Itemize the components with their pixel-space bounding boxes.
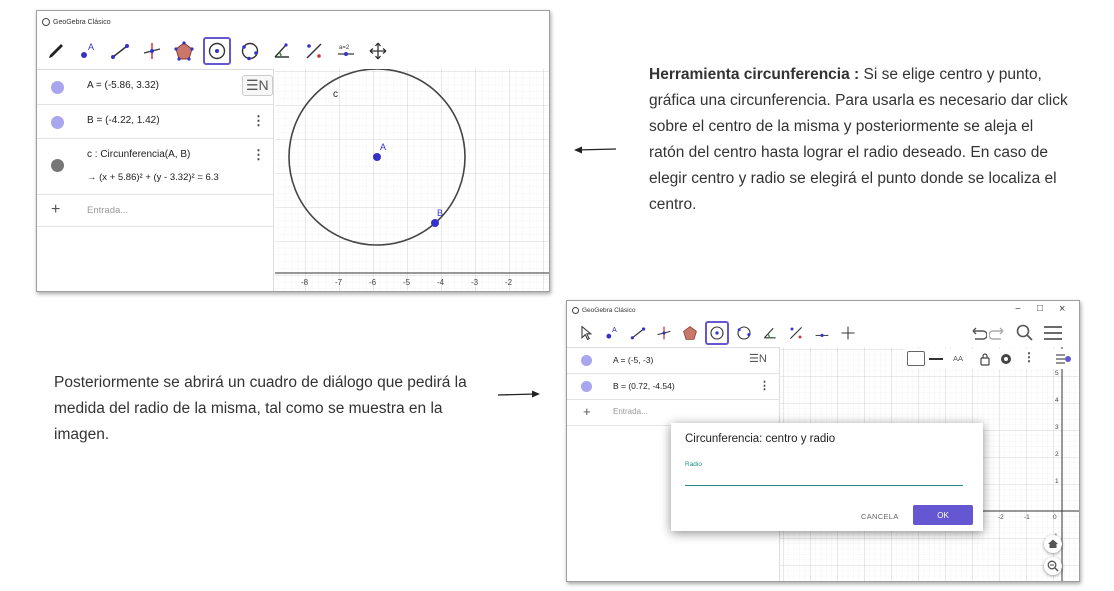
algebra-text-b: B = (-4.22, 1.42) [87,115,160,126]
maximize-button[interactable]: □ [1037,303,1044,314]
visibility-toggle-a[interactable] [581,355,592,366]
undo-icon[interactable] [969,325,987,341]
pointer-arrow-right [496,389,542,401]
polygon-tool[interactable] [171,38,197,64]
algebra-text-b: B = (0.72, -4.54) [613,381,675,391]
x-tick-label: -8 [301,278,309,287]
style-bar [905,349,1079,369]
algebra-text-a: A = (-5.86, 3.32) [87,80,159,91]
algebra-row-b[interactable] [37,105,273,139]
cursor-arrow-icon [578,325,594,341]
move-arrows-icon [368,41,388,61]
radius-input[interactable] [685,471,963,486]
ok-button[interactable]: OK [913,505,973,525]
description-dialog [54,370,494,448]
circle-center-radius-tool[interactable] [705,321,729,345]
graphics-view[interactable] [275,69,549,291]
algebra-row-a[interactable] [567,348,779,374]
segment-icon [630,325,646,341]
polygon-tool[interactable] [679,322,701,344]
slider-tool[interactable] [333,38,359,64]
perpendicular-icon [142,41,162,61]
visibility-toggle-c[interactable] [51,159,64,172]
x-tick-label: -4 [437,278,445,287]
line-style-button[interactable] [929,358,943,360]
circle-three-points-icon [736,325,752,341]
y-tick-label: 1 [1055,478,1059,485]
segment-tool[interactable] [627,322,649,344]
point-a[interactable] [373,153,381,161]
point-b[interactable] [431,219,439,227]
algebra-row-b[interactable] [567,374,779,400]
reflect-tool[interactable] [301,38,327,64]
svg-text:a=2: a=2 [339,45,350,51]
move-graphics-tool[interactable] [837,322,859,344]
description-circle-tool [649,62,1069,218]
circle-three-points-icon [240,41,260,61]
x-tick-label: -1 [1024,514,1030,521]
y-tick-label: 4 [1055,397,1059,404]
point-tool[interactable] [75,38,101,64]
window-title: GeoGebra Clásico [53,18,111,26]
angle-icon [762,325,778,341]
more-menu-icon[interactable]: ⋮ [252,147,265,162]
more-menu-icon[interactable]: ⋮ [759,380,770,392]
segment-icon [110,41,130,61]
pointer-arrow-left [572,144,618,156]
algebra-row-c[interactable] [37,139,273,195]
algebra-input-placeholder[interactable]: Entrada... [87,205,129,216]
x-tick-label: -6 [369,278,377,287]
polygon-icon [174,41,194,61]
redo-icon[interactable] [989,325,1007,341]
slider-icon [336,41,356,61]
circle-three-points-tool[interactable] [733,322,755,344]
window-title: GeoGebra Clásico [582,306,636,314]
x-tick-label: 0 [1053,514,1057,521]
pen-tool[interactable] [43,38,69,64]
zoom-out-button[interactable] [1044,557,1062,575]
y-tick-label: 3 [1055,424,1059,431]
text-size-button[interactable]: AA [953,354,964,363]
x-tick-label: -2 [998,514,1004,521]
segment-tool[interactable] [107,38,133,64]
home-icon [1044,535,1062,553]
point-icon [604,325,620,341]
slider-icon [814,325,830,341]
circle-center-point-tool[interactable] [203,37,231,65]
angle-tool[interactable] [269,38,295,64]
more-menu-icon[interactable]: ⋮ [252,113,265,128]
angle-icon [272,41,292,61]
close-button[interactable]: × [1059,303,1066,315]
x-tick-label: -3 [471,278,479,287]
x-tick-label: -7 [335,278,343,287]
y-tick-label: 5 [1055,370,1059,377]
circle-three-points-tool[interactable] [237,38,263,64]
main-toolbar [43,36,391,66]
dialog-title: Circunferencia: centro y radio [685,433,836,445]
algebra-view-toggle-icon[interactable]: ☰N [749,353,767,365]
window-titlebar [37,11,549,33]
lock-icon[interactable] [979,352,991,366]
menu-icon[interactable] [1043,325,1063,341]
home-button[interactable] [1044,535,1062,553]
graphics-canvas[interactable] [275,69,549,291]
reflect-icon [788,325,804,341]
search-icon[interactable] [1015,323,1035,343]
label-c: c [333,89,338,100]
x-tick-label: -2 [505,278,513,287]
circle-radius-dialog [671,423,983,531]
algebra-input-placeholder[interactable]: Entrada... [613,407,648,416]
visibility-toggle-a[interactable] [51,81,64,94]
move-tool[interactable] [575,322,597,344]
zoom-out-icon [1044,557,1062,575]
add-icon[interactable]: + [583,404,591,419]
move-graphics-tool[interactable] [365,38,391,64]
svg-text:A: A [88,42,95,52]
algebra-text-c-definition: c : Circunferencia(A, B) [87,149,191,160]
geogebra-logo-icon [42,18,50,26]
perpendicular-tool[interactable] [653,322,675,344]
label-a: A [380,142,387,152]
gear-icon[interactable] [999,352,1013,366]
perpendicular-icon [656,325,672,341]
algebra-input-row[interactable] [37,195,273,227]
x-tick-label: -5 [403,278,411,287]
perpendicular-tool[interactable] [139,38,165,64]
window-titlebar [567,301,1079,319]
minimize-button[interactable]: − [1015,304,1021,315]
add-icon[interactable]: + [51,201,61,218]
algebra-view-toggle-icon[interactable]: ☰N [242,75,273,96]
cancel-button[interactable]: CANCELA [861,512,899,521]
description-dialog-text: Posteriormente se abrirá un cuadro de diálogo que pedirá la medida del radio de la misma, tal como se muestra en la imagen. [54,374,467,443]
label-b: B [437,208,444,218]
angle-tool[interactable] [759,322,781,344]
move-arrows-icon [840,325,856,341]
algebra-text-c-equation: → (x + 5.86)² + (y - 3.32)² = 6.3 [87,172,219,183]
top-geogebra-window [36,10,550,292]
more-menu-icon[interactable]: ⋮ [1023,350,1035,364]
circle-icon [207,41,227,61]
slider-tool[interactable] [811,322,833,344]
reflect-icon [304,41,324,61]
description-circle-tool-title: Herramienta circunferencia : [649,66,860,83]
circle-icon [709,325,725,341]
algebra-view [37,69,274,292]
bottom-geogebra-window [566,300,1080,582]
pen-icon [46,41,66,61]
polygon-icon [682,325,698,341]
point-icon [78,41,98,61]
main-toolbar [575,321,859,345]
geogebra-logo-icon [572,307,579,314]
visibility-toggle-b[interactable] [51,116,64,129]
reflect-tool[interactable] [785,322,807,344]
description-circle-tool-text: Si se elige centro y punto, gráfica una circunferencia. Para usarla es necesario dar click sobre el centro de la misma y posteriormente se aleja el ratón del centro hasta lograr el radio deseado. En caso de elegir centro y radio se elegirá el punto donde se localiza el centro. [649,66,1068,213]
visibility-toggle-b[interactable] [581,381,592,392]
radius-field-label: Radio [685,461,702,468]
color-swatch-button[interactable] [907,351,925,366]
algebra-text-a: A = (-5, -3) [613,355,654,365]
graphics-view-toggle-icon[interactable] [1055,352,1073,366]
algebra-row-a[interactable] [37,70,273,105]
y-tick-label: 2 [1055,451,1059,458]
svg-text:A: A [612,325,617,335]
point-tool[interactable] [601,322,623,344]
